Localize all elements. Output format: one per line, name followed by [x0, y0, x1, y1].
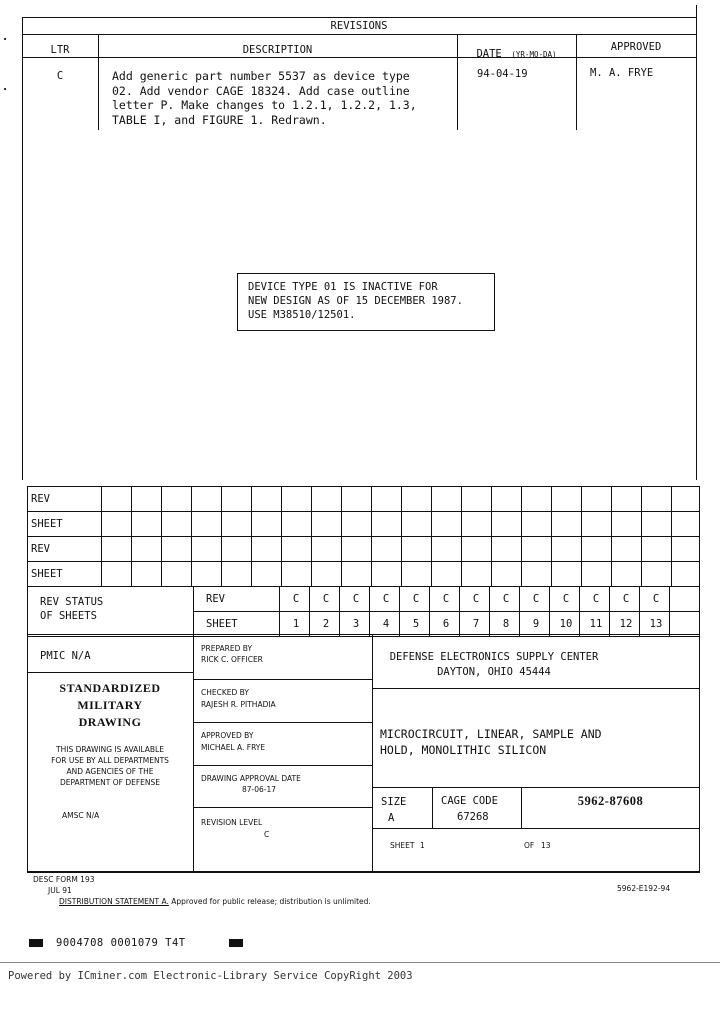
revisions-title: REVISIONS [330, 20, 388, 32]
distribution-label: DISTRIBUTION STATEMENT A. [59, 897, 169, 906]
rev-status-sheet: 5 [400, 612, 430, 637]
rev-status-rev: C [640, 587, 670, 612]
date-format: (YR-MO-DA) [511, 50, 557, 59]
form-id: DESC FORM 193 [33, 875, 95, 884]
rev-status-sheet: 6 [430, 612, 460, 637]
pmic: PMIC N/A [40, 650, 91, 662]
prepared-name: RICK C. OFFICER [201, 655, 263, 664]
rev-status-rev: C [280, 587, 310, 612]
rev-status-rev-label: REV [194, 587, 280, 612]
ltr-header: LTR [50, 44, 70, 56]
doc-code: 5962-E192-94 [617, 884, 671, 893]
grid-row-label: SHEET [28, 562, 102, 587]
drawing-number: 5962-87608 [577, 794, 644, 808]
rev-status-sheet: 1 [280, 612, 310, 637]
barcode-mark-right [229, 939, 243, 947]
revision-level-label: REVISION LEVEL [201, 818, 263, 827]
std-availability: THIS DRAWING IS AVAILABLE FOR USE BY ALL DEPARTMENTS AND AGENCIES OF THE DEPARTMENT OF DEFENSE [51, 745, 169, 787]
date-header-label: DATE [476, 48, 502, 60]
grid-row [28, 487, 700, 512]
rev-status-sheet: 12 [610, 612, 640, 637]
rev-status-rev: C [550, 587, 580, 612]
barcode-text: 9004708 0001079 T4T [56, 937, 186, 949]
rev-status-rev: C [460, 587, 490, 612]
description-header: DESCRIPTION [242, 44, 313, 56]
distribution-statement [59, 897, 371, 906]
rev-status-rev: C [610, 587, 640, 612]
std-title: STANDARDIZED MILITARY DRAWING [59, 681, 161, 729]
rev-status-sheet: 2 [310, 612, 340, 637]
grid-row-label: REV [28, 487, 102, 512]
rev-status-sheet: 4 [370, 612, 400, 637]
rev-status-sheet-label: SHEET [194, 612, 280, 637]
inactive-notice: DEVICE TYPE 01 IS INACTIVE FOR NEW DESIGN AS OF 15 DECEMBER 1987. USE M38510/12501. [237, 273, 495, 331]
grid-row-label: REV [28, 537, 102, 562]
footer-divider [0, 962, 720, 963]
rev-description: Add generic part number 5537 as device type 02. Add vendor CAGE 18324. Add case outline letter P. Make changes to 1.2.1, 1.2.2, 1.3, TABLE I, and FIGURE 1. Redrawn. [112, 69, 417, 128]
drawing-title: MICROCIRCUIT, LINEAR, SAMPLE AND HOLD, MONOLITHIC SILICON [380, 727, 602, 757]
approved-name: MICHAEL A. FRYE [201, 743, 266, 752]
rev-status-sheet: 9 [520, 612, 550, 637]
approved-header: APPROVED [610, 41, 662, 53]
rev-status-table [27, 586, 700, 637]
rev-status-rev: C [370, 587, 400, 612]
date-header [457, 42, 576, 61]
barcode-mark-left [29, 939, 43, 947]
size-value: A [388, 812, 395, 824]
rev-status-sheet: 8 [490, 612, 520, 637]
rev-approved: M. A. FRYE [590, 67, 654, 79]
grid-row [28, 512, 700, 537]
rev-status-rev: C [340, 587, 370, 612]
rev-status-rev: C [580, 587, 610, 612]
rev-status-sheet: 13 [640, 612, 670, 637]
rev-status-sheet: 3 [340, 612, 370, 637]
prepared-label: PREPARED BY [201, 644, 253, 653]
sheet-value: 1 [420, 841, 425, 850]
sheet-label: SHEET [390, 841, 415, 850]
grid-row [28, 537, 700, 562]
rev-status-rev: C [400, 587, 430, 612]
cage-label: CAGE CODE [441, 795, 498, 807]
agency: DEFENSE ELECTRONICS SUPPLY CENTER DAYTON, OHIO 45444 [389, 651, 599, 678]
amsc: AMSC N/A [62, 811, 100, 820]
rev-status-rev: C [310, 587, 340, 612]
rev-status-rev: C [520, 587, 550, 612]
checked-name: RAJESH R. PITHADIA [201, 700, 276, 709]
rev-status-sheet: 11 [580, 612, 610, 637]
rev-status-label: REV STATUS OF SHEETS [28, 587, 194, 637]
approval-date: 87-06-17 [242, 785, 277, 794]
size-label: SIZE [381, 796, 407, 808]
rev-status-rev: C [430, 587, 460, 612]
scan-speck [4, 38, 6, 40]
scan-speck [4, 88, 6, 90]
rev-sheet-grid [27, 486, 700, 587]
distribution-text: Approved for public release; distribution is unlimited. [168, 897, 371, 906]
grid-row-label: SHEET [28, 512, 102, 537]
of-value: 13 [541, 841, 551, 850]
cage-value: 67268 [457, 811, 489, 823]
revision-level: C [264, 830, 270, 839]
grid-row [28, 562, 700, 587]
rev-ltr: C [56, 70, 64, 82]
rev-status-sheet: 10 [550, 612, 580, 637]
powered-by: Powered by ICminer.com Electronic-Library Service CopyRight 2003 [8, 970, 413, 982]
of-label: OF [524, 841, 535, 850]
rev-status-rev: C [490, 587, 520, 612]
approved-label: APPROVED BY [201, 731, 254, 740]
rev-date: 94-04-19 [477, 68, 528, 80]
checked-label: CHECKED BY [201, 688, 249, 697]
form-date: JUL 91 [48, 886, 72, 895]
rev-status-sheet: 7 [460, 612, 490, 637]
approval-date-label: DRAWING APPROVAL DATE [201, 774, 301, 783]
